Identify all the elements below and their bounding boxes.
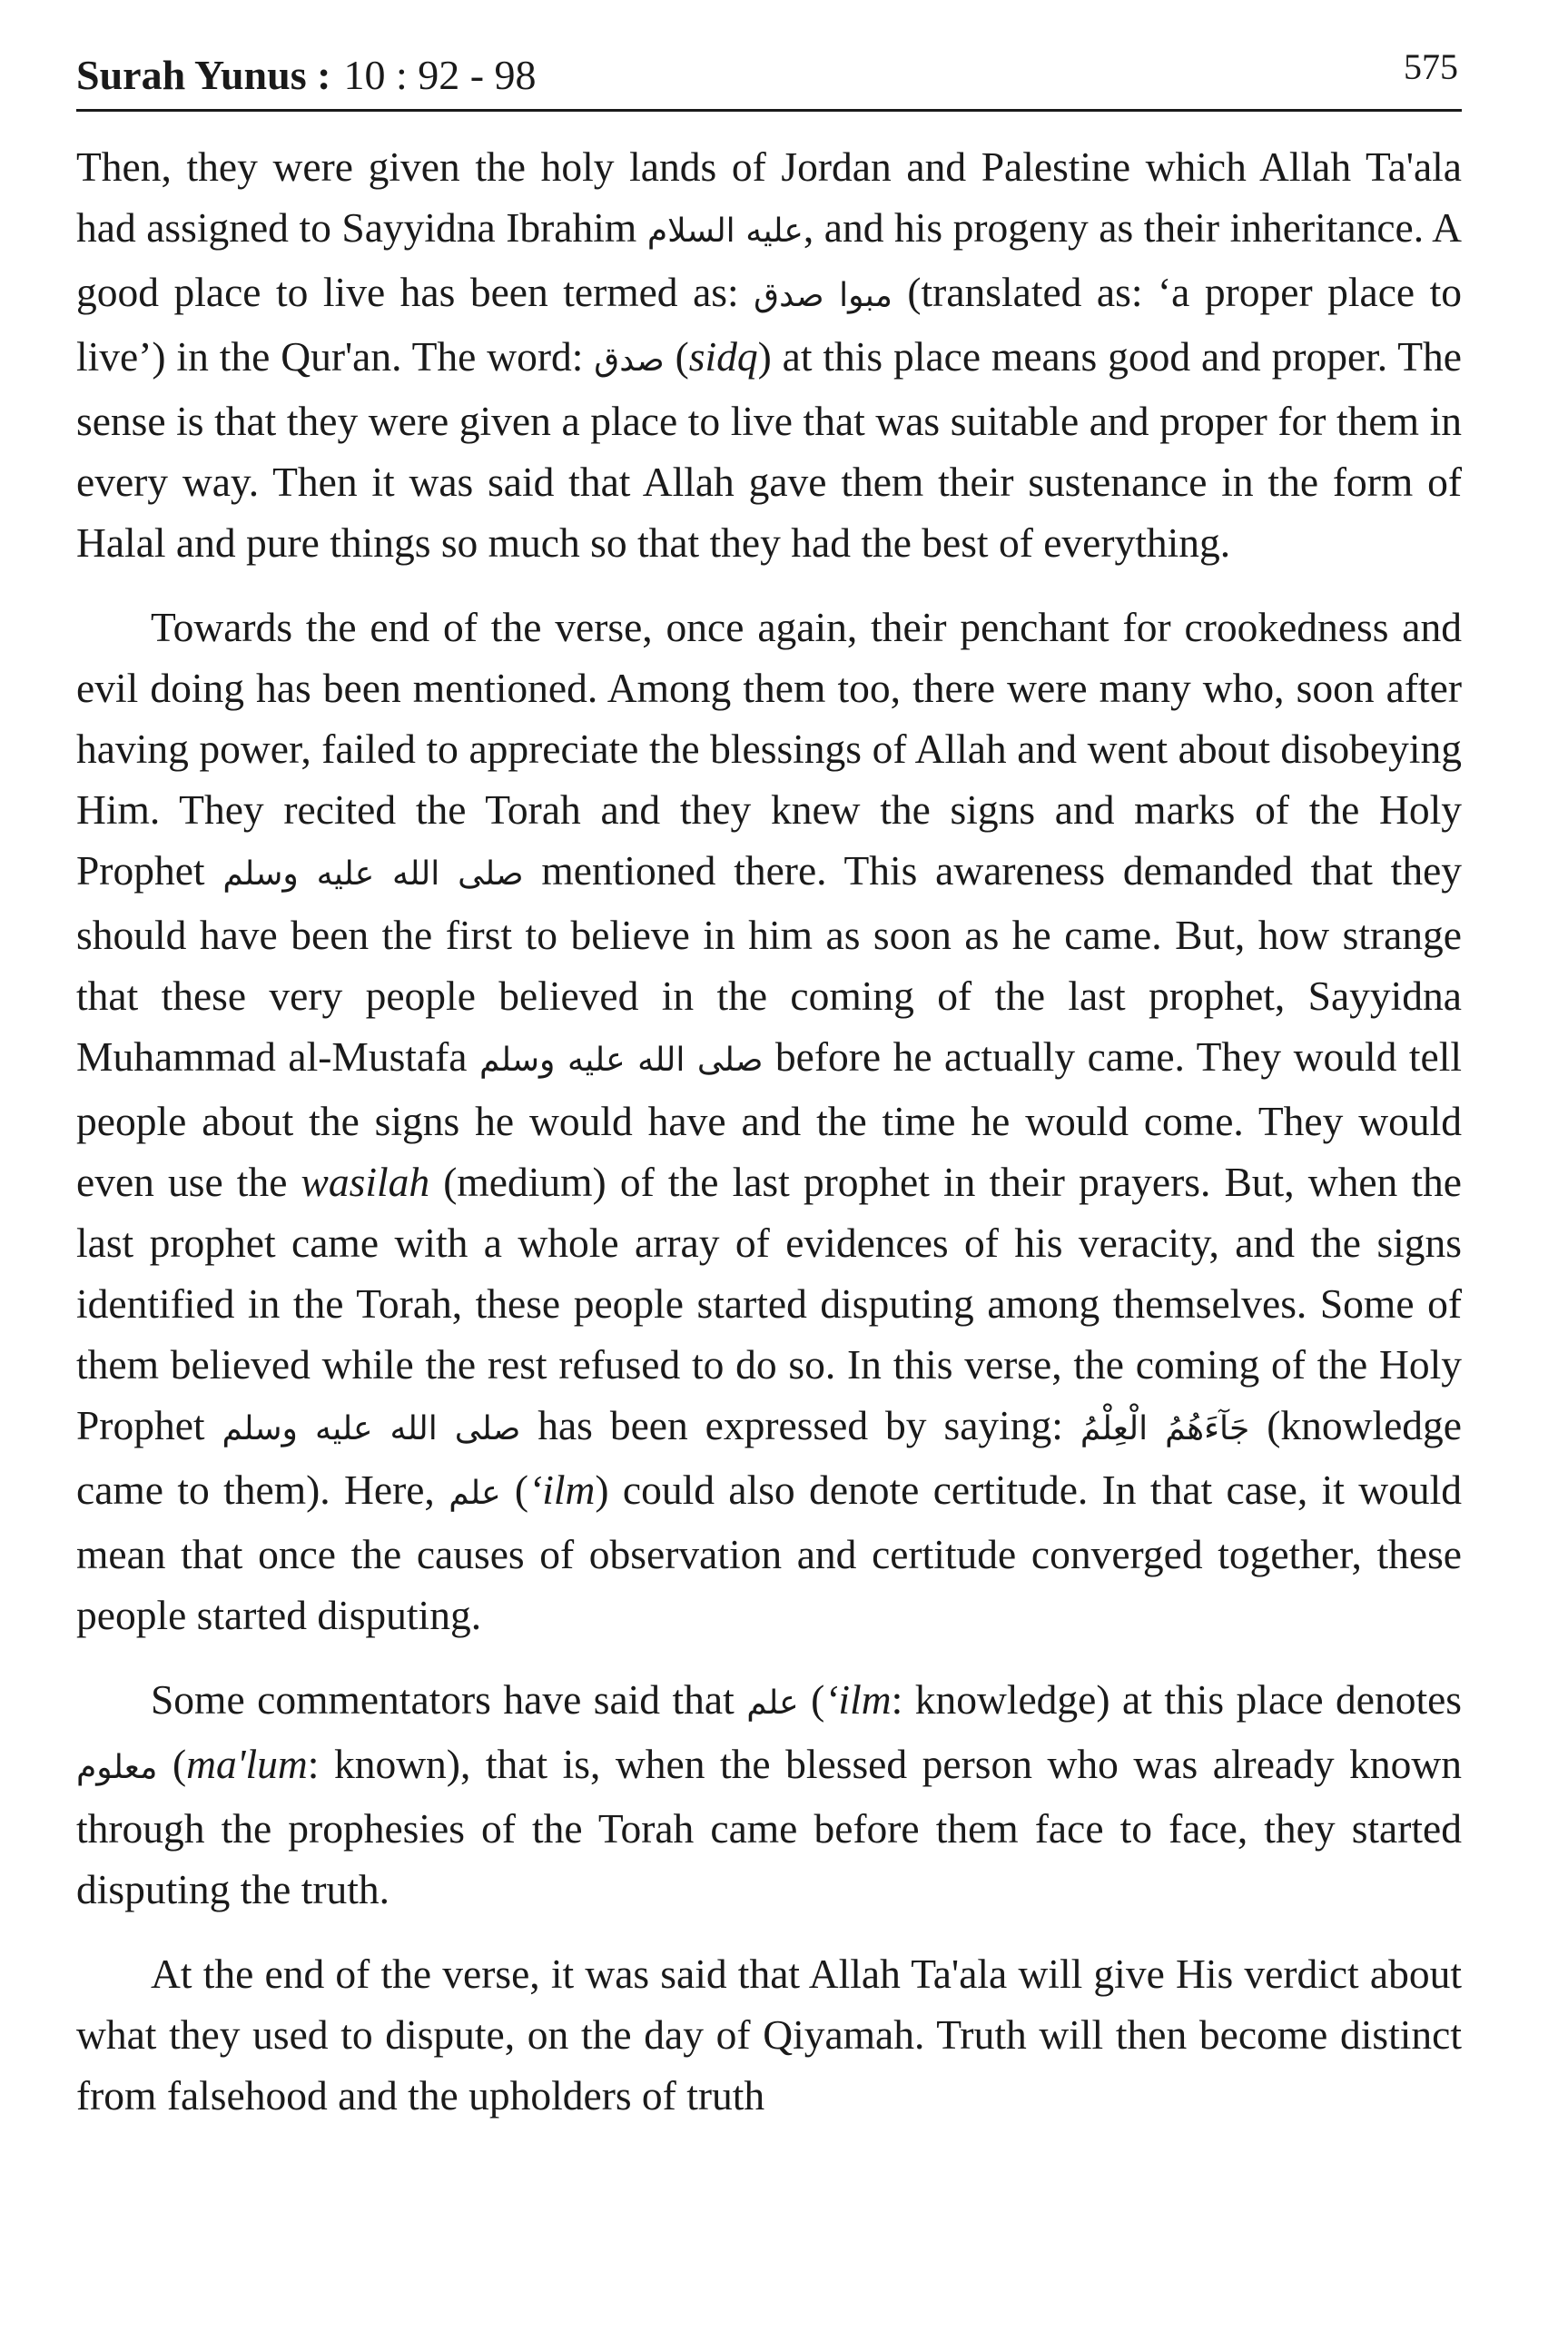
page-number: 575 — [1404, 46, 1458, 87]
paragraph-4 — [76, 1943, 1462, 2126]
transliteration: ‘ilm — [824, 1676, 892, 1723]
paragraph-3 — [76, 1669, 1462, 1920]
paragraph-1 — [76, 136, 1462, 573]
text-run: At the end of the verse, it was said that Allah Ta'ala will give His verdict about what they used to dispute, on the day of Qiyamah. Truth will then become distinct from falsehood and the upholders of truth — [76, 1951, 1462, 2119]
text-run: before he actually came. They would tell people about the signs he would have and the time he would come. They would even use the — [76, 1033, 1462, 1205]
text-run: Then, they were given the holy lands of Jordan and Palestine which Allah Ta'ala had assigned to Sayyidna Ibrahim — [76, 143, 1462, 251]
text-run: has been expressed by saying: — [520, 1402, 1080, 1448]
text-run: ( — [798, 1676, 825, 1723]
arabic-phrase: مبوا صدق — [754, 277, 892, 314]
transliteration: ‘ilm — [528, 1467, 596, 1513]
arabic-phrase: علم — [449, 1475, 501, 1512]
text-run: ) could also denote certitude. In that case, it would mean that once the causes of observation and certitude converged together, these people started disputing. — [76, 1467, 1463, 1638]
body-text — [76, 136, 1462, 2149]
arabic-phrase: معلوم — [76, 1749, 158, 1786]
surah-name: Surah Yunus : — [76, 52, 331, 98]
text-run: , and his progeny as their inheritance. A good place to live has been termed as: — [76, 204, 1462, 315]
verse-reference: 10 : 92 - 98 — [343, 52, 537, 98]
arabic-phrase: صلى الله عليه وسلم — [222, 855, 524, 893]
text-run: : known), that is, when the blessed person who was already known through the prophesies of the Torah came before them face to face, they started disputing the truth. — [76, 1741, 1462, 1912]
text-run: mentioned there. This awareness demanded that they should have been the first to believe in him as soon as he came. But, how strange that these very people believed in the coming of the last prophet, Sayyidna Muhammad al-Mustafa — [76, 847, 1463, 1080]
transliteration: sidq — [688, 333, 758, 380]
transliteration: ma'lum — [186, 1741, 308, 1787]
text-run: ( — [500, 1467, 529, 1513]
arabic-phrase: علم — [746, 1684, 799, 1722]
text-run: Towards the end of the verse, once again, their penchant for crookedness and evil doing has been mentioned. Among them too, there were many who, soon after having power, failed to appreciate the blessings of Allah and went about disobeying Him. They recited the Torah and they knew the signs and marks of the Holy Prophet — [76, 604, 1462, 894]
text-run: (knowledge came to them). Here, — [76, 1402, 1463, 1513]
arabic-phrase: جَآءَهُمُ الْعِلْمُ — [1080, 1410, 1250, 1447]
text-run: (translated as: ‘a proper place to live’) in the Qur'an. The word: — [76, 269, 1462, 380]
arabic-phrase: صلى الله عليه وسلم — [222, 1410, 521, 1447]
text-run: ) at this place means good and proper. The sense is that they were given a place to live that was suitable and proper for them in every way. Then it was said that Allah gave them their sustenance in the form of Halal and pure things so much so that they had the best of everything. — [76, 333, 1463, 566]
transliteration: wasilah — [301, 1159, 430, 1205]
header-title — [76, 51, 537, 99]
text-run: ( — [157, 1741, 187, 1787]
arabic-phrase: صلى الله عليه وسلم — [478, 1042, 764, 1079]
text-run: (medium) of the last prophet in their prayers. But, when the last prophet came with a whole array of evidences of his veracity, and the signs identified in the Torah, these people started disputing among themselves. Some of them believed while the rest refused to do so. In this verse, the coming of the Holy Prophet — [76, 1159, 1462, 1448]
arabic-phrase: عليه السلام — [646, 212, 804, 250]
arabic-phrase: صدق — [594, 341, 665, 379]
text-run: ( — [664, 333, 689, 380]
running-header — [76, 45, 1462, 112]
paragraph-2 — [76, 597, 1462, 1645]
text-run: : knowledge) at this place denotes — [891, 1676, 1463, 1723]
text-run: Some commentators have said that — [151, 1676, 747, 1723]
